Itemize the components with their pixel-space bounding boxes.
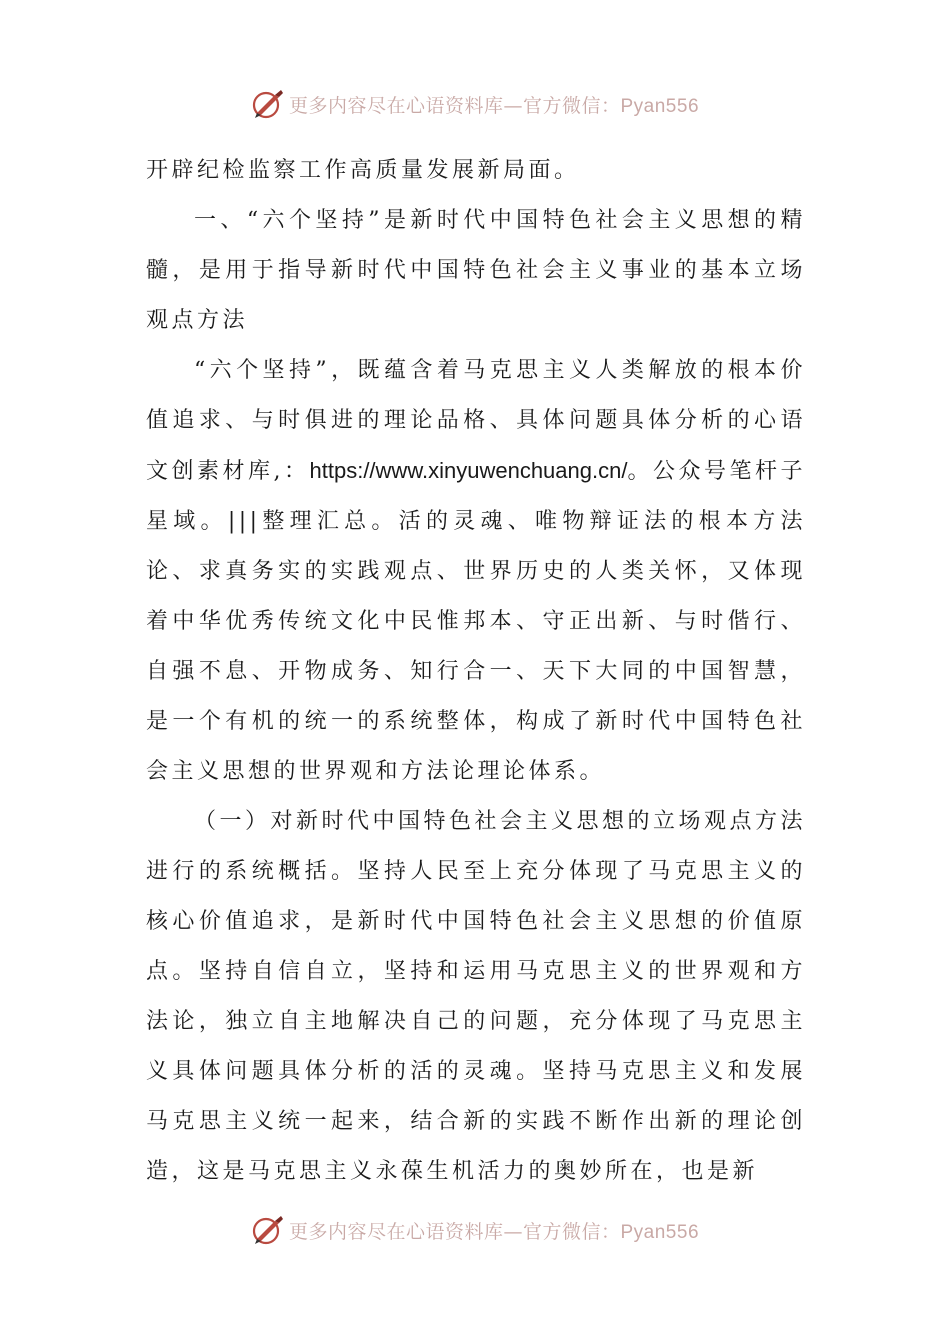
header-banner-text: 更多内容尽在心语资料库—官方微信：Pyan556	[288, 94, 700, 117]
paragraph-1: 开辟纪检监察工作高质量发展新局面。	[146, 158, 580, 183]
footer-banner-text: 更多内容尽在心语资料库—官方微信：Pyan556	[288, 1220, 700, 1243]
footer-wechat-id: Pyan556	[620, 1221, 700, 1243]
footer-watermark-banner	[0, 1210, 950, 1250]
website-link[interactable]: https://www.xinyuwenchuang.cn/	[309, 458, 628, 483]
pen-logo-icon	[251, 1213, 285, 1247]
document-body	[146, 146, 806, 1197]
section-heading-1: 一、“六个坚持”是新时代中国特色社会主义思想的精髓，是用于指导新时代中国特色社会主义事业的基本立场观点方法	[146, 208, 806, 333]
header-watermark-banner	[0, 84, 950, 124]
header-wechat-id: Pyan556	[620, 95, 700, 117]
paragraph-2: “六个坚持”，既蕴含着马克思主义人类解放的根本价值追求、与时俱进的理论品格、具体问题具体分析的心语文创素材库,：https://www.xinyuwenchuang.cn/。公众号笔杆子星域。|||整理汇总。活的灵魂、唯物辩证法的根本方法论、求真务实的实践观点、世界历史的人类关怀，又体现着中华优秀传统文化中民惟邦本、守正出新、与时偕行、自强不息、开物成务、知行合一、天下大同的中国智慧，是一个有机的统一的系统整体，构成了新时代中国特色社会主义思想的世界观和方法论理论体系。	[146, 358, 806, 784]
pen-logo-icon	[251, 87, 285, 121]
paragraph-3: （一）对新时代中国特色社会主义思想的立场观点方法进行的系统概括。坚持人民至上充分体现了马克思主义的核心价值追求，是新时代中国特色社会主义思想的价值原点。坚持自信自立，坚持和运用马克思主义的世界观和方法论，独立自主地解决自己的问题，充分体现了马克思主义具体问题具体分析的活的灵魂。坚持马克思主义和发展马克思主义统一起来，结合新的实践不断作出新的理论创造，这是马克思主义永葆生机活力的奥妙所在，也是新	[146, 809, 807, 1184]
